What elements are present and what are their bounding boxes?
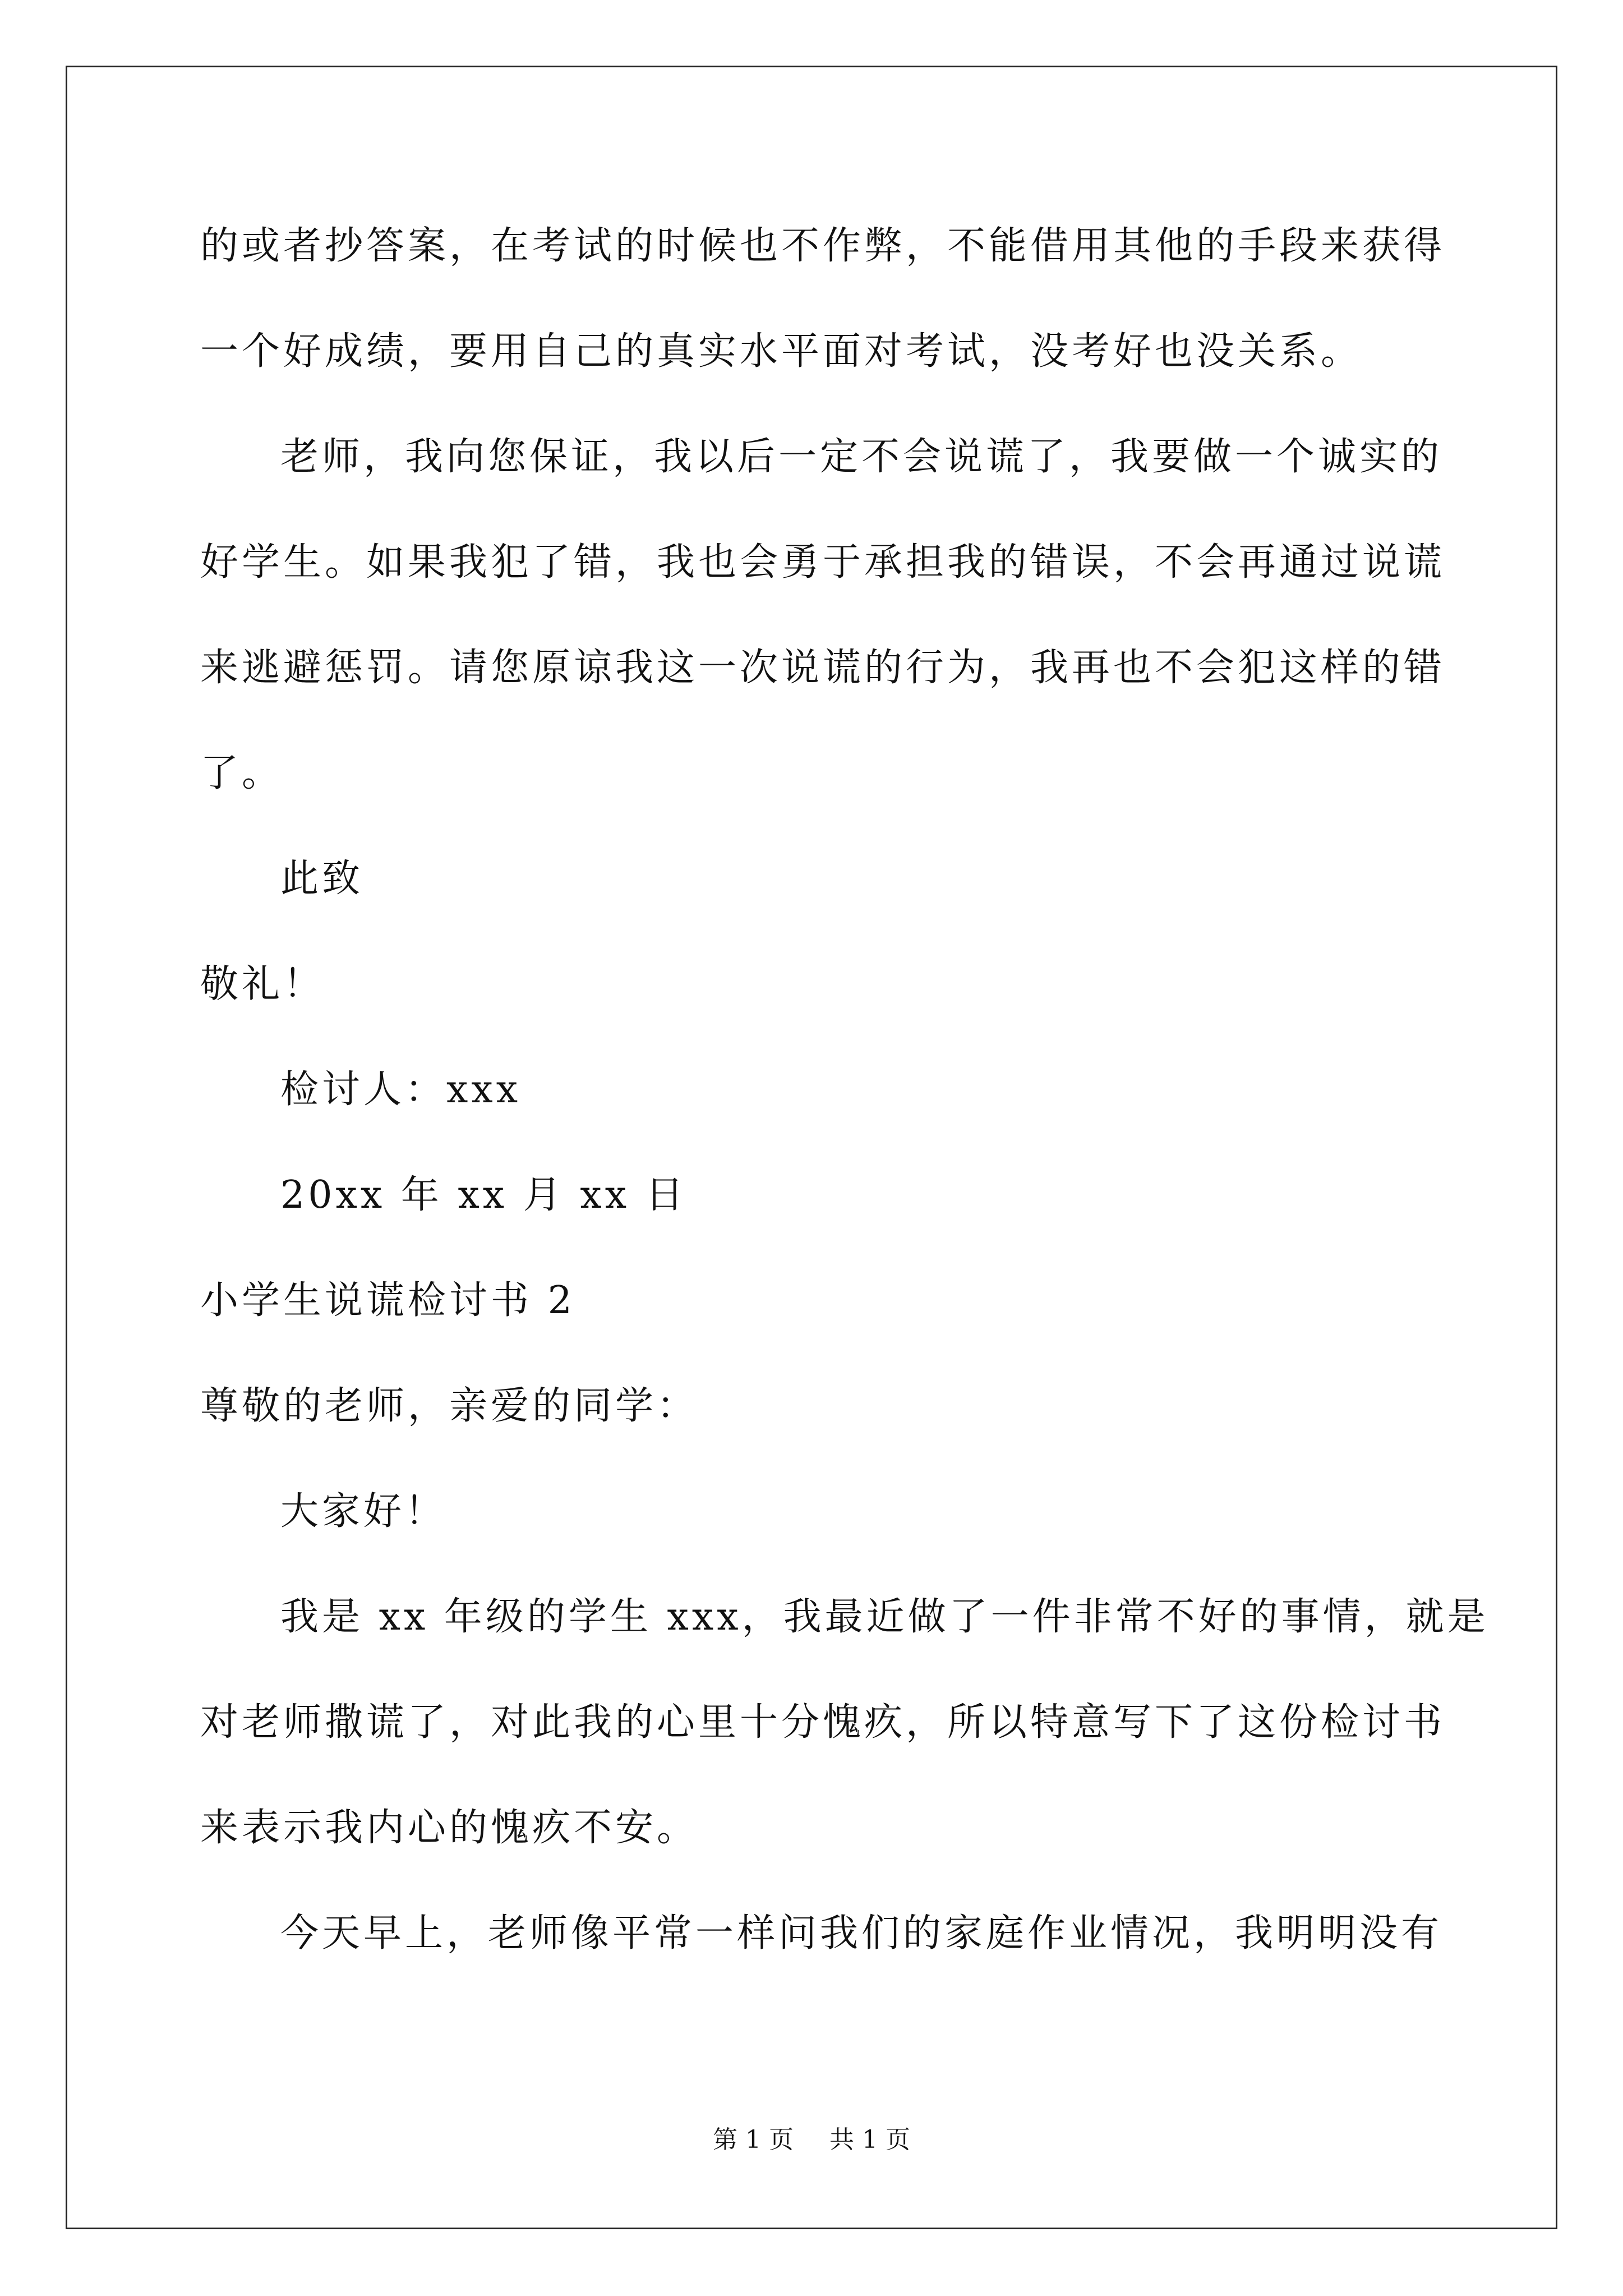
date-line: 20xx 年 xx 月 xx 日: [280, 1173, 687, 1217]
paragraph-line: 我是 xx 年级的学生 xxx，我最近做了一件非常不好的事情，就是: [280, 1595, 1489, 1639]
paragraph-line: 对老师撒谎了，对此我的心里十分愧疚，所以特意写下了这份检讨书: [200, 1700, 1446, 1745]
greeting: 尊敬的老师，亲爱的同学：: [200, 1384, 699, 1428]
closing-phrase: 此致: [280, 857, 364, 901]
paragraph-line: 好学生。如果我犯了错，我也会勇于承担我的错误，不会再通过说谎: [200, 540, 1446, 585]
section-title: 小学生说谎检讨书 2: [200, 1278, 575, 1323]
paragraph-line: 今天早上，老师像平常一样问我们的家庭作业情况，我明明没有: [280, 1911, 1443, 1955]
paragraph-line: 老师，我向您保证，我以后一定不会说谎了，我要做一个诚实的: [280, 435, 1443, 479]
page-total: 共 1 页: [829, 2125, 910, 2154]
paragraph-line: 来表示我内心的愧疚不安。: [200, 1806, 699, 1850]
paragraph-line: 了。: [200, 751, 284, 795]
paragraph-line: 来逃避惩罚。请您原谅我这一次说谎的行为，我再也不会犯这样的错: [200, 646, 1446, 690]
greeting-hello: 大家好！: [280, 1489, 447, 1534]
paragraph-line: 的或者抄答案，在考试的时候也不作弊，不能借用其他的手段来获得: [200, 224, 1446, 268]
signature-line: 检讨人：xxx: [280, 1068, 522, 1112]
salutation: 敬礼！: [200, 962, 325, 1006]
paragraph-line: 一个好成绩，要用自己的真实水平面对考试，没考好也没关系。: [200, 329, 1363, 374]
page-number: 第 1 页: [713, 2125, 794, 2154]
document-body: [200, 194, 1489, 1986]
page-footer: [0, 2123, 1623, 2157]
